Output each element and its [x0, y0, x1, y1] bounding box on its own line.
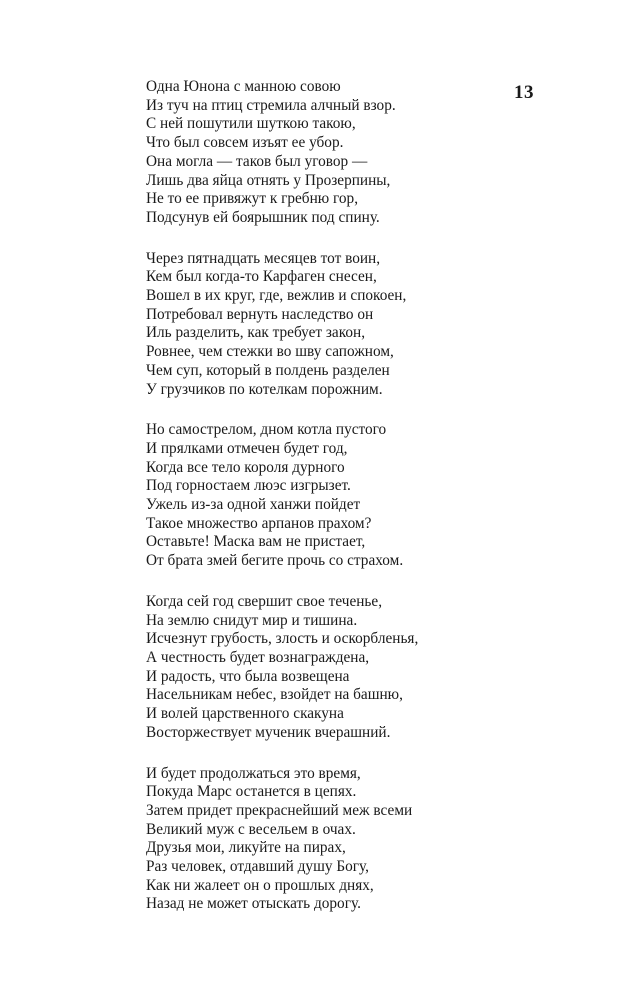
poem-line: Когда все тело короля дурного: [146, 458, 345, 476]
poem-line: Друзья мои, ликуйте на пирах,: [146, 839, 346, 857]
poem-line: Насельникам небес, взойдет на башню,: [146, 686, 403, 704]
poem-line: Восторжествует мученик вчерашний.: [146, 723, 391, 741]
poem-line: И будет продолжаться это время,: [146, 764, 361, 782]
poem-line: Одна Юнона с манною совою: [146, 78, 341, 95]
poem-line: Потребовал вернуть наследство он: [146, 305, 374, 323]
poem-line: Раз человек, отдавший душу Богу,: [146, 858, 369, 876]
poem-line: И радость, что была возвещена: [146, 667, 350, 685]
poem-line: Но самострелом, дном котла пустого: [146, 421, 387, 439]
poem-line: Исчезнут грубость, злость и оскорбленья,: [146, 630, 419, 648]
poem-line: А честность будет вознаграждена,: [146, 648, 370, 666]
poem-line: Не то ее привяжут к гребню гор,: [146, 190, 359, 208]
poem-line: Она могла — таков был уговор —: [146, 152, 368, 170]
poem-line: От брата змей бегите прочь со страхом.: [146, 552, 404, 570]
poem-line: Под горностаем люэс изгрызет.: [146, 477, 351, 495]
poem-line: Когда сей год свершит свое теченье,: [146, 592, 383, 610]
poem-line: У грузчиков по котелкам порожним.: [146, 380, 383, 398]
poem-line: Из туч на птиц стремила алчный взор.: [146, 96, 396, 114]
poem-line: Иль разделить, как требует закон,: [146, 324, 366, 342]
stanza-5: [146, 765, 516, 915]
poem-line: Оставьте! Маска вам не пристает,: [146, 533, 366, 551]
poem-line: Что был совсем изъят ее убор.: [146, 134, 344, 152]
stanza-3: [146, 421, 516, 571]
poem-line: Чем суп, который в полдень разделен: [146, 361, 390, 379]
poem-line: Такое множество арпанов прахом?: [146, 514, 372, 532]
poem-line: Покуда Марс останется в цепях.: [146, 783, 357, 801]
stanza-4: [146, 593, 516, 743]
poem-line: Назад не может отыскать дорогу.: [146, 895, 361, 913]
poem: [146, 78, 516, 936]
poem-line: Великий муж с весельем в очах.: [146, 820, 356, 838]
stanza-1: [146, 78, 516, 228]
poem-line: Подсунув ей боярышник под спину.: [146, 208, 380, 226]
poem-line: И волей царственного скакуна: [146, 705, 344, 723]
poem-line: Затем придет прекраснейший меж всеми: [146, 801, 413, 819]
poem-line: На землю снидут мир и тишина.: [146, 611, 358, 629]
poem-line: Вошел в их круг, где, вежлив и спокоен,: [146, 287, 407, 305]
poem-line: Ужель из-за одной ханжи пойдет: [146, 496, 361, 514]
poem-line: Ровнее, чем стежки во шву сапожном,: [146, 343, 394, 361]
poem-line: И прялками отмечен будет год,: [146, 439, 348, 457]
stanza-2: [146, 250, 516, 400]
poem-line: Как ни жалеет он о прошлых днях,: [146, 876, 374, 894]
poem-line: Лишь два яйца отнять у Прозерпины,: [146, 171, 391, 189]
poem-line: Кем был когда-то Карфаген снесен,: [146, 268, 377, 286]
poem-line: Через пятнадцать месяцев тот воин,: [146, 249, 381, 267]
poem-line: С ней пошутили шуткою такою,: [146, 115, 356, 133]
page-number: 13: [514, 82, 534, 103]
